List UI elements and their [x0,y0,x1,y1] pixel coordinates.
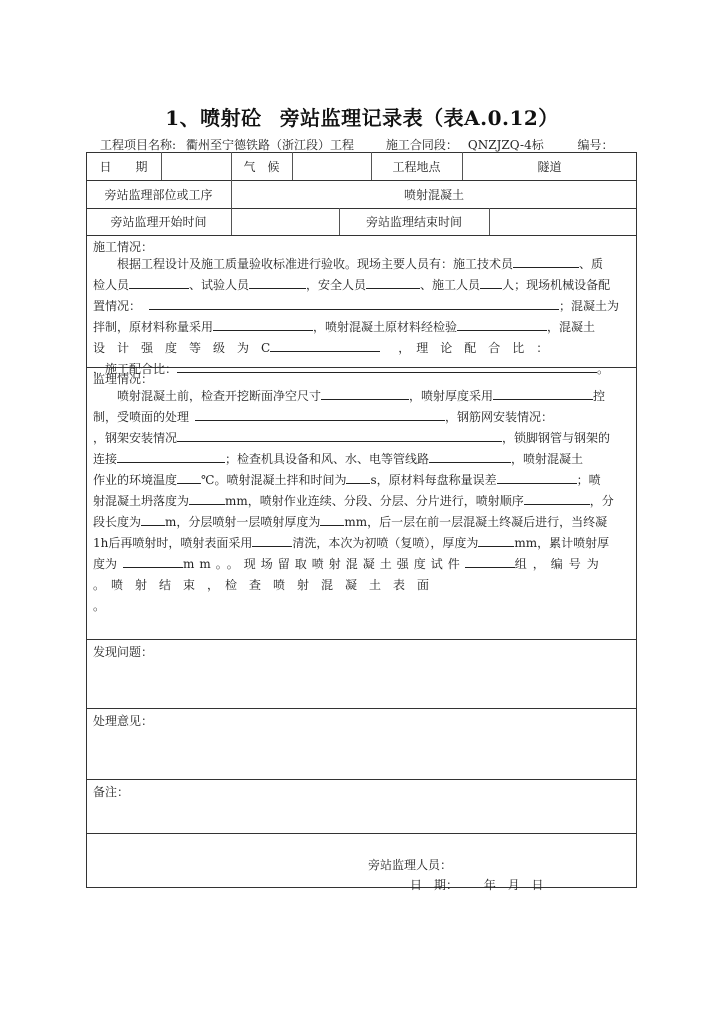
pipeline-blank[interactable] [429,449,511,463]
sign-date-label: 日 期： [410,878,459,892]
year-label: 年 [483,878,496,892]
project-name-label: 工程项目名称: [100,138,177,152]
location-value: 隧道 [537,159,562,174]
row-divider [86,235,637,236]
cumulative-thickness-blank[interactable] [123,554,183,568]
contract-value: QNZJZQ-4标 [467,138,544,152]
sign-date [410,876,544,893]
remarks-label: 备注： [93,785,130,799]
steel-frame-blank[interactable] [177,428,502,442]
weighing-blank[interactable] [213,317,313,331]
spray-order-blank[interactable] [524,491,590,505]
supervisor-label: 旁站监理人员： [368,858,453,872]
row-divider [86,833,637,834]
qc-staff-blank[interactable] [129,275,189,289]
workers-count-blank[interactable] [480,275,502,289]
end-time-field[interactable] [490,208,637,235]
mix-time-blank[interactable] [346,470,370,484]
weigh-error-blank[interactable] [497,470,577,484]
project-meta [100,136,624,153]
equipment-blank[interactable] [149,296,559,310]
issues-label: 发现问题： [93,645,154,659]
project-name: 衢州至宁德铁路（浙江段）工程 [186,138,355,152]
opinion-field[interactable] [87,729,636,778]
strength-grade-blank[interactable] [270,338,380,352]
weather-label: 气 候 [243,159,280,174]
mix-ratio-blank[interactable] [177,359,597,373]
cleaning-blank[interactable] [252,533,292,547]
test-staff-blank[interactable] [249,275,306,289]
temperature-blank[interactable] [177,470,201,484]
weather-field[interactable] [293,152,371,180]
layer-thickness-blank[interactable] [320,512,344,526]
date-label: 日 期 [99,159,148,174]
title-part-1: 1、喷射砼 [165,106,262,130]
thickness-blank[interactable] [478,533,514,547]
opinion-label: 处理意见： [93,714,154,728]
surface-treatment-blank[interactable] [195,407,445,421]
location-label: 工程地点 [392,159,441,174]
remarks-field[interactable] [87,800,636,832]
thickness-method-blank[interactable] [493,386,593,400]
page-title [0,102,724,131]
row-divider [86,708,637,709]
date-field[interactable] [162,152,231,180]
safety-staff-blank[interactable] [366,275,420,289]
part-label: 旁站监理部位或工序 [104,187,213,202]
construction-label: 施工情况： [93,240,154,254]
number-label: 编号： [577,138,614,152]
material-check-blank[interactable] [457,317,547,331]
contract-label: 施工合同段： [385,138,458,152]
start-time-field[interactable] [232,208,339,235]
start-time-label: 旁站监理开始时间 [110,215,207,229]
segment-length-blank[interactable] [141,512,165,526]
month-label: 月 [507,878,520,892]
issues-field[interactable] [87,660,636,707]
clearance-blank[interactable] [321,386,409,400]
day-label: 日 [531,878,544,892]
supervision-text: 喷射混凝土前，检查开挖断面净空尺寸 ，喷射厚度采用 控 制，受喷面的处理 ，钢筋网安装情况： ，钢架安装情况 ，锁脚钢管与钢架的 连接 ；检查机具设备和风、水、电等管线路 ，喷射混凝土 作业的环境温度 ℃。喷射混凝土拌和时间为 s，原材料每盘称量误差 ；喷 射混凝土坍落度为 mm，喷射作业连续、分段、分层、分片进行，喷射顺序 ，分 段长度为 m，分层喷射一层喷射厚度为 mm，后一层在前一层混凝土终凝后进行，当终凝 1h后再喷射时，喷射表面采用 清洗，本次为初喷（复喷），厚度为 mm，累计喷射厚 度为 mm。。现场留取喷射混凝土强度试件 组，编号为 。 喷 射 结 束 ， 检 查 喷 射 混 凝 土 表 面 。 [93,386,632,617]
tech-staff-blank[interactable] [513,254,579,268]
specimen-count-blank[interactable] [465,554,515,568]
end-time-label: 旁站监理结束时间 [365,215,462,229]
row-divider [86,779,637,780]
construction-text: 根据工程设计及施工质量验收标准进行验收。现场主要人员有：施工技术员 、质 检人员 、试验人员 ，安全人员 、施工人员 人；现场机械设备配 置情况： ；混凝土为 拌制，原材料称量采用 ，喷射混凝土原材料经检验 ，混凝土 设 计 强 度 等 级 为 C ， 理 论 配 合 比 ： ，施工配合比： 。 [93,254,632,380]
title-part-2: 旁站监理记录表（表A.0.12） [279,106,559,130]
connection-blank[interactable] [117,449,225,463]
supervision-label: 监理情况： [93,372,154,386]
part-value: 喷射混凝土 [403,187,464,202]
row-divider [86,639,637,640]
slump-blank[interactable] [189,491,225,505]
